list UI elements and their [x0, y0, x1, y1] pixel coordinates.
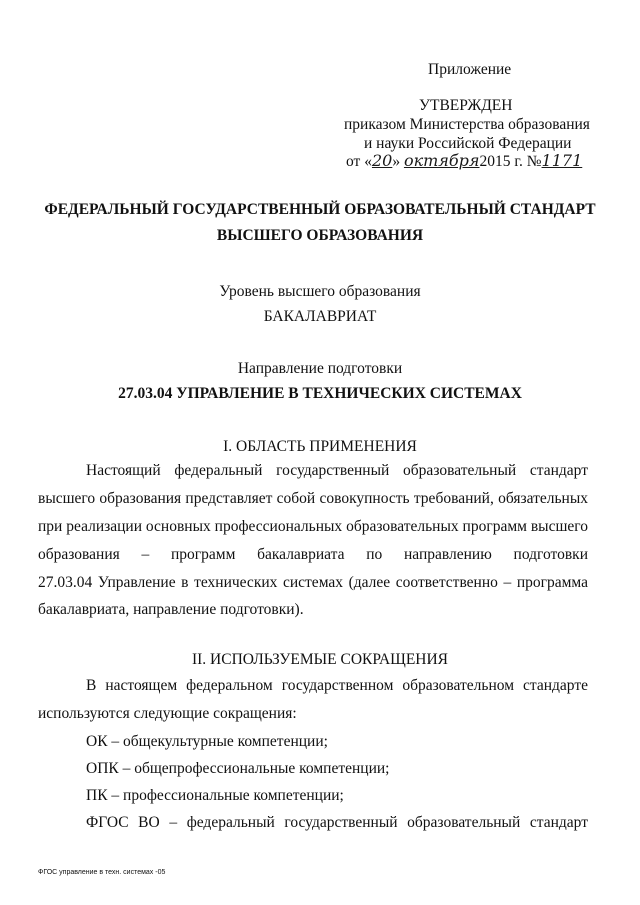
appendix-label: Приложение	[428, 61, 512, 78]
document-title-line-2: ВЫСШЕГО ОБРАЗОВАНИЯ	[216, 227, 424, 244]
education-level-value: БАКАЛАВРИАТ	[263, 308, 377, 325]
handwritten-month: октября	[403, 151, 480, 170]
direction-value: 27.03.04 УПРАВЛЕНИЕ В ТЕХНИЧЕСКИХ СИСТЕМАХ	[118, 385, 522, 402]
section-2-heading: II. ИСПОЛЬЗУЕМЫЕ СОКРАЩЕНИЯ	[191, 651, 449, 668]
document-title-line-1: ФЕДЕРАЛЬНЫЙ ГОСУДАРСТВЕННЫЙ ОБРАЗОВАТЕЛЬНЫЙ СТАНДАРТ	[44, 201, 596, 218]
date-close-quote: »	[392, 153, 401, 170]
section-1-line: Настоящий федеральный государственный образовательный стандарт	[86, 462, 588, 479]
abbreviation-item: ОК – общекультурные компетенции;	[86, 733, 328, 750]
order-line-1: приказом Министерства образования	[344, 116, 590, 133]
order-line-2: и науки Российской Федерации	[364, 135, 572, 152]
approved-label: УТВЕРЖДЕН	[419, 97, 513, 114]
education-level-label: Уровень высшего образования	[219, 283, 421, 300]
direction-label: Направление подготовки	[237, 360, 403, 377]
section-1-line: бакалавриата, направление подготовки).	[38, 601, 304, 618]
abbreviation-item: ФГОС ВО – федеральный государственный образовательный стандарт	[86, 814, 588, 831]
section-1-heading: I. ОБЛАСТЬ ПРИМЕНЕНИЯ	[223, 438, 417, 455]
abbreviation-item: ОПК – общепрофессиональные компетенции;	[86, 760, 390, 777]
section-2-intro-line: В настоящем федеральном государственном образовательном стандарте	[86, 677, 588, 694]
handwritten-day: 20	[371, 151, 393, 170]
date-year: 2015 г. №	[479, 153, 542, 170]
section-1-line: образования – программ бакалавриата по направлению подготовки	[38, 546, 588, 563]
section-1-line: при реализации основных профессиональных образовательных программ высшего	[38, 518, 588, 535]
page-footer: ФГОС управление в техн. системах -05	[38, 869, 166, 876]
section-2-intro-line: используются следующие сокращения:	[38, 705, 297, 722]
handwritten-order-number: 1171	[541, 151, 583, 170]
section-1-line: 27.03.04 Управление в технических системах (далее соответственно – программа	[38, 574, 588, 591]
section-1-line: высшего образования представляет собой совокупность требований, обязательных	[38, 490, 588, 507]
order-date-line	[346, 151, 582, 171]
abbreviation-item: ПК – профессиональные компетенции;	[86, 787, 344, 804]
date-prefix: от «	[346, 153, 372, 170]
